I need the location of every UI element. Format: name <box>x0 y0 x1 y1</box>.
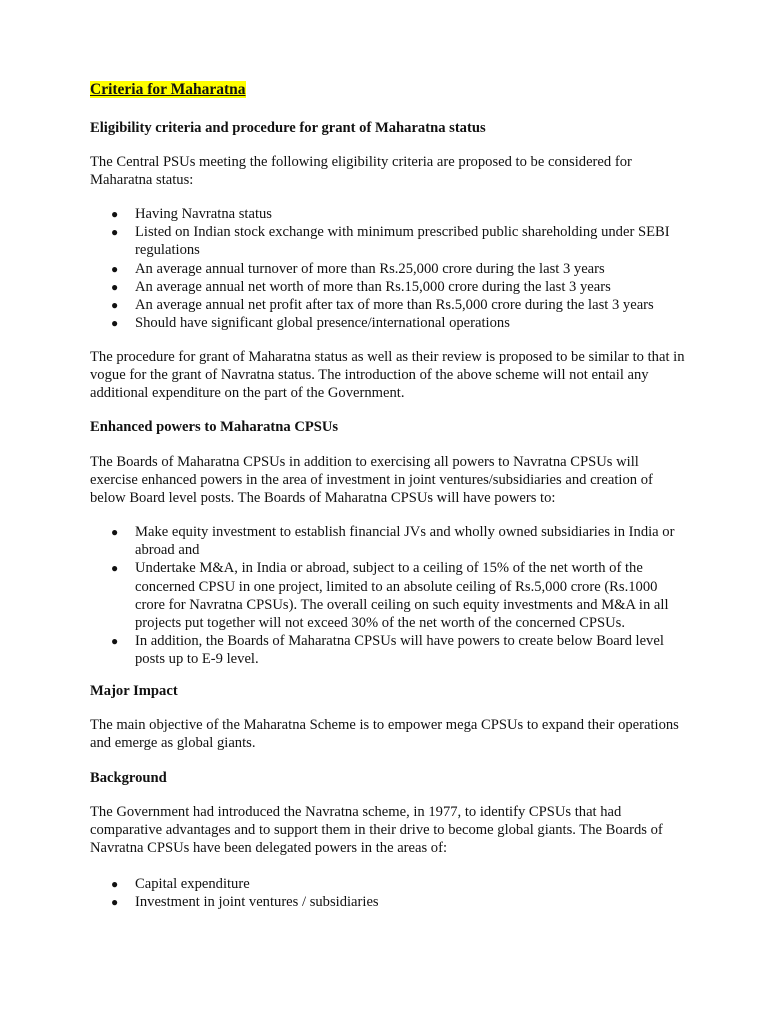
major-impact-heading: Major Impact <box>90 683 178 699</box>
list-item: ● Make equity investment to establish financial JVs and wholly owned subsidiaries in India or abroad and <box>111 524 675 559</box>
bullet-icon: ● <box>111 261 119 276</box>
list-item: ● An average annual turnover of more than Rs.25,000 crore during the last 3 years <box>111 260 605 277</box>
document-title <box>90 80 246 100</box>
eligibility-criteria-list <box>90 205 690 332</box>
list-item: ● Undertake M&A, in India or abroad, subject to a ceiling of 15% of the net worth of the concerned CPSU in one project, limited to an absolute ceiling of Rs.5,000 crore (Rs.1000 crore for Navratna CPSUs). The overall ceiling on such equity investments and M&A in all projects put together will not exceed 30% of the net worth of the concerned CPSUs. <box>111 560 669 632</box>
bullet-icon: ● <box>111 877 119 891</box>
list-item: ● Investment in joint ventures / subsidiaries <box>111 894 379 911</box>
bullet-icon: ● <box>111 895 119 910</box>
list-item: ● In addition, the Boards of Maharatna CPSUs will have powers to create below Board level posts up to E-9 level. <box>111 633 664 668</box>
eligibility-heading: Eligibility criteria and procedure for grant of Maharatna status <box>90 120 486 136</box>
delegated-powers-list <box>90 875 690 911</box>
bullet-icon: ● <box>111 298 119 313</box>
list-item: ● Should have significant global presence/international operations <box>111 315 510 332</box>
list-item: ● Listed on Indian stock exchange with minimum prescribed public shareholding under SEBI regulations <box>111 224 670 259</box>
bullet-icon: ● <box>111 279 119 294</box>
document-title-text: Criteria for Maharatna <box>90 81 246 98</box>
bullet-icon: ● <box>111 634 119 649</box>
enhanced-powers-intro: The Boards of Maharatna CPSUs in addition to exercising all powers to Navratna CPSUs will exercise enhanced powers in the area of investment in joint ventures/subsidiaries and creation of below Board level posts. The Boards of Maharatna CPSUs will have powers to: <box>90 454 653 507</box>
list-item: ● An average annual net worth of more than Rs.15,000 crore during the last 3 years <box>111 278 611 295</box>
bullet-icon: ● <box>111 525 119 539</box>
background-paragraph: The Government had introduced the Navratna scheme, in 1977, to identify CPSUs that had comparative advantages and to support them in their drive to become global giants. The Boards of Navratna CPSUs have been delegated powers in the areas of: <box>90 804 663 857</box>
bullet-icon: ● <box>111 225 119 240</box>
enhanced-powers-heading: Enhanced powers to Maharatna CPSUs <box>90 419 339 435</box>
eligibility-intro: The Central PSUs meeting the following eligibility criteria are proposed to be considered for Maharatna status: <box>90 154 632 189</box>
bullet-icon: ● <box>111 561 119 576</box>
procedure-paragraph: The procedure for grant of Maharatna status as well as their review is proposed to be similar to that in vogue for the grant of Navratna status. The introduction of the above scheme will not entail any additional expenditure on the part of the Government. <box>90 349 685 402</box>
list-item: ● Having Navratna status <box>111 206 272 222</box>
list-item: ● Capital expenditure <box>111 876 250 892</box>
background-heading: Background <box>90 770 167 786</box>
major-impact-paragraph: The main objective of the Maharatna Scheme is to empower mega CPSUs to expand their operations and emerge as global giants. <box>90 717 679 752</box>
enhanced-powers-list <box>90 523 690 669</box>
bullet-icon: ● <box>111 207 119 221</box>
list-item: ● An average annual net profit after tax of more than Rs.5,000 crore during the last 3 years <box>111 297 654 314</box>
bullet-icon: ● <box>111 316 119 331</box>
